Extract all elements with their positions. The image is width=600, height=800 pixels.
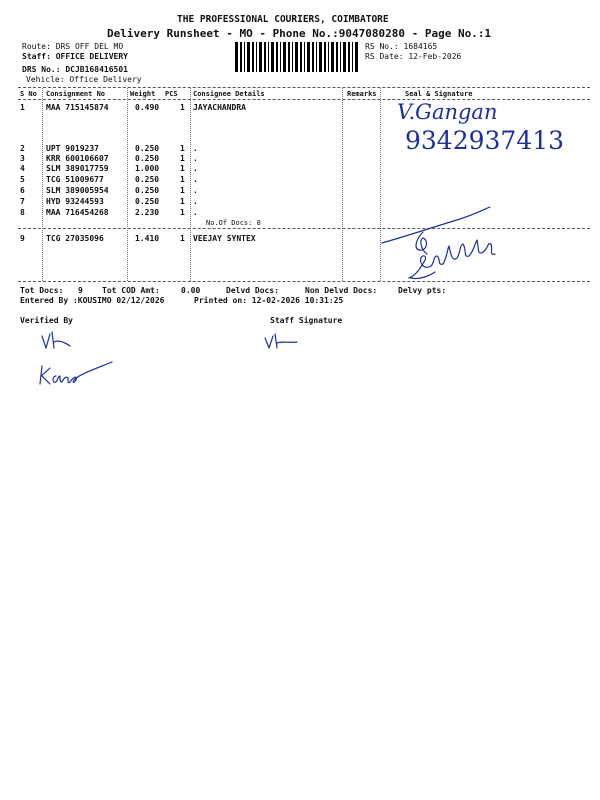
col-divider [380, 88, 381, 281]
row-weight: 0.250 [135, 154, 160, 163]
row-weight: 0.490 [135, 103, 160, 112]
handwritten-phone: 9342937413 [405, 126, 565, 155]
row-sno: 9 [20, 234, 25, 243]
row-consignee: . [193, 144, 198, 153]
row-consignee: JAYACHANDRA [193, 103, 246, 112]
drs-number: DRS No.: DCJB168416501 [22, 65, 128, 74]
staff: Staff: OFFICE DELIVERY [22, 52, 128, 61]
row-consignment: TCG 51009677 [46, 175, 104, 184]
row-pcs: 1 [180, 103, 185, 112]
runsheet-title: Delivery Runsheet - MO - Phone No.:9047080280 - Page No.:1 [107, 27, 492, 40]
row-sno: 6 [20, 186, 25, 195]
row-pcs: 1 [180, 175, 185, 184]
col-weight: Weight [130, 90, 156, 98]
row-pcs: 1 [180, 154, 185, 163]
handwritten-name: V.Gangan [397, 100, 498, 124]
row-consignment: SLM 389017759 [46, 164, 109, 173]
verified-initials-icon [40, 330, 80, 355]
row-consignment: HYD 93244593 [46, 197, 104, 206]
row-sno: 7 [20, 197, 25, 206]
row-consignee: . [193, 175, 198, 184]
col-divider [342, 88, 343, 281]
col-divider [127, 88, 128, 281]
staff-initials-icon [263, 332, 303, 357]
rs-date: RS Date: 12-Feb-2026 [365, 52, 462, 61]
row-sno: 8 [20, 208, 25, 217]
row-consignee: . [193, 197, 198, 206]
delivery-signature-icon [405, 228, 505, 283]
verified-by-label: Verified By [20, 316, 73, 325]
col-divider [42, 88, 43, 281]
row-pcs: 1 [180, 164, 185, 173]
handwritten-name-signature-icon [38, 360, 118, 390]
tot-docs-value: 9 [78, 286, 83, 295]
vehicle: Vehicle: Office Delivery [26, 75, 142, 84]
row-sno: 4 [20, 164, 25, 173]
row-consignee: VEEJAY SYNTEX [193, 234, 256, 243]
delvd-docs-label: Delvd Docs: [226, 286, 279, 295]
col-consignment: Consignment No [46, 90, 106, 98]
row-sno: 2 [20, 144, 25, 153]
row-consignee: . [193, 208, 198, 217]
header-bottom-rule [18, 99, 590, 100]
row-consignment: SLM 389005954 [46, 186, 109, 195]
barcode [235, 42, 360, 72]
col-seal: Seal & Signature [405, 90, 473, 98]
row-consignment: MAA 715145874 [46, 103, 109, 112]
row-consignee: . [193, 186, 198, 195]
col-sno: S No [20, 90, 37, 98]
row-pcs: 1 [180, 197, 185, 206]
company-title: THE PROFESSIONAL COURIERS, COIMBATORE [177, 14, 389, 25]
table-bottom-rule [18, 281, 590, 282]
row-consignment: KRR 600106607 [46, 154, 109, 163]
delvy-pts-label: Delvy pts: [398, 286, 447, 295]
row-sno: 3 [20, 154, 25, 163]
col-remarks: Remarks [347, 90, 377, 98]
row-pcs: 1 [180, 234, 185, 243]
row-pcs: 1 [180, 144, 185, 153]
row-pcs: 1 [180, 208, 185, 217]
col-consignee: Consignee Details [193, 90, 265, 98]
non-delvd-docs-label: Non Delvd Docs: [305, 286, 378, 295]
tot-cod-value: 0.00 [181, 286, 201, 295]
row-sno: 5 [20, 175, 25, 184]
row-pcs: 1 [180, 186, 185, 195]
tot-docs-label: Tot Docs: [20, 286, 64, 295]
row-consignee: . [193, 164, 198, 173]
row-consignment: TCG 27035096 [46, 234, 104, 243]
col-divider [190, 88, 191, 281]
tot-cod-label: Tot COD Amt: [102, 286, 160, 295]
row-weight: 1.410 [135, 234, 160, 243]
route: Route: DRS OFF DEL MO [22, 42, 124, 51]
row-consignee: . [193, 154, 198, 163]
entered-by: Entered By :KOUSIMO 02/12/2026 [20, 296, 165, 305]
no-of-docs: No.Of Docs: 8 [206, 219, 261, 227]
row-weight: 2.230 [135, 208, 160, 217]
row-consignment: UPT 9019237 [46, 144, 99, 153]
row-weight: 0.250 [135, 175, 160, 184]
row-weight: 0.250 [135, 144, 160, 153]
header-top-rule [18, 87, 590, 88]
printed-on: Printed on: 12-02-2026 10:31:25 [194, 296, 344, 305]
row-sno: 1 [20, 103, 25, 112]
col-pcs: PCS [165, 90, 178, 98]
row-consignment: MAA 716454268 [46, 208, 109, 217]
row-weight: 0.250 [135, 186, 160, 195]
rs-number: RS No.: 1684165 [365, 42, 438, 51]
staff-signature-label: Staff Signature [270, 316, 343, 325]
row-weight: 1.000 [135, 164, 160, 173]
row-weight: 0.250 [135, 197, 160, 206]
